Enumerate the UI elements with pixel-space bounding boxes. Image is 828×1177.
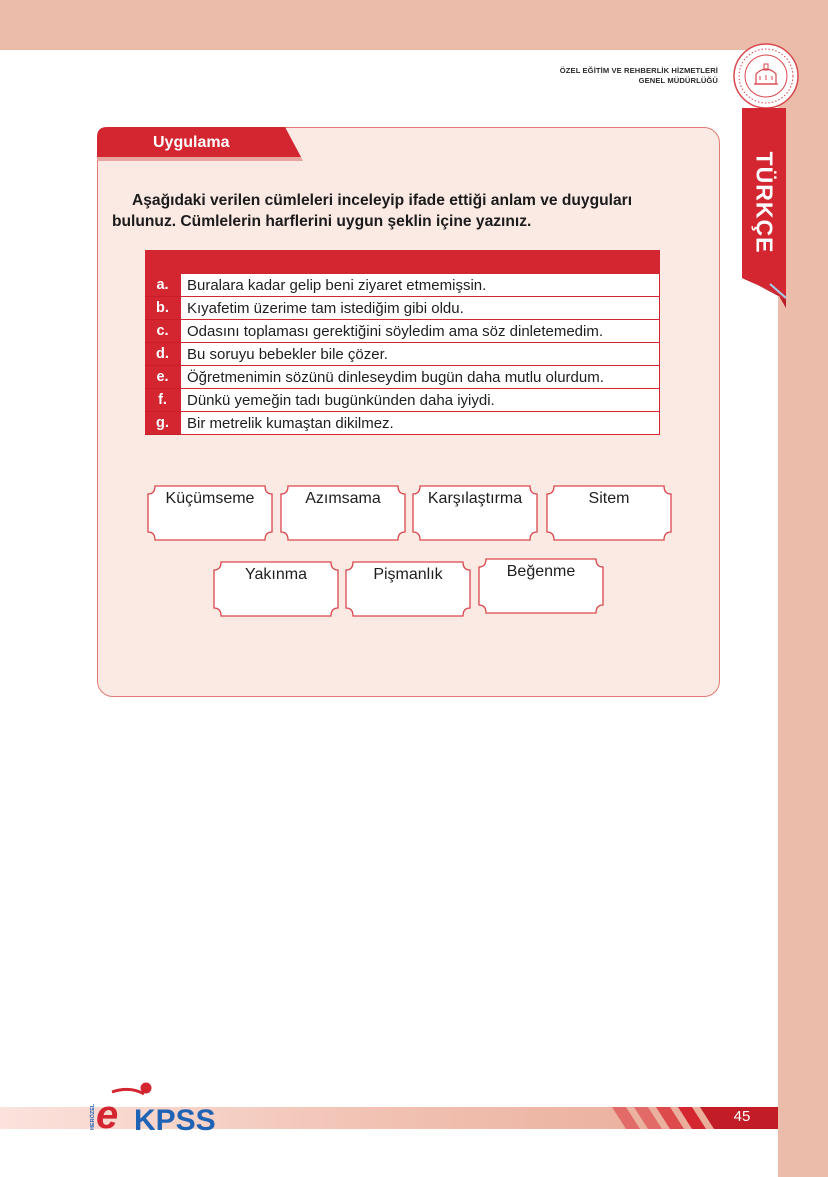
row-sentence: Buralara kadar gelip beni ziyaret etmemişsin. bbox=[180, 274, 660, 297]
row-letter: e. bbox=[145, 366, 180, 389]
answer-shape-label: Beğenme bbox=[506, 563, 576, 580]
page-number: 45 bbox=[733, 1108, 751, 1125]
row-letter: f. bbox=[145, 389, 180, 412]
row-letter: c. bbox=[145, 320, 180, 343]
answer-shape-label: Sitem bbox=[588, 490, 630, 507]
answer-shape-kucumseme[interactable] bbox=[147, 485, 273, 541]
row-letter: a. bbox=[145, 274, 180, 297]
top-decorative-band bbox=[0, 0, 828, 50]
answer-shape-label: Karşılaştırma bbox=[427, 490, 523, 507]
ekpss-logo-icon bbox=[74, 1080, 234, 1136]
ministry-seal-icon bbox=[732, 42, 800, 110]
answer-shape-sitem[interactable] bbox=[546, 485, 672, 541]
table-row bbox=[145, 343, 660, 366]
table-row bbox=[145, 412, 660, 435]
answer-shape-label: Pişmanlık bbox=[373, 566, 443, 583]
row-sentence: Bu soruyu bebekler bile çözer. bbox=[180, 343, 660, 366]
table-row bbox=[145, 389, 660, 412]
table-row bbox=[145, 366, 660, 389]
answer-shape-yakinma[interactable] bbox=[213, 561, 339, 617]
subject-label-wrap bbox=[742, 112, 786, 292]
logo-text: KPSS bbox=[134, 1104, 216, 1136]
row-letter: g. bbox=[145, 412, 180, 435]
subject-label: TÜRKÇE bbox=[751, 151, 778, 253]
row-sentence: Kıyafetim üzerime tam istediğim gibi oldu. bbox=[180, 297, 660, 320]
logo-mark: e bbox=[96, 1093, 119, 1136]
logo-small-text: HERÖZEL bbox=[90, 1103, 96, 1130]
publisher-heading bbox=[560, 66, 718, 86]
ekpss-logo bbox=[74, 1080, 234, 1136]
table-row bbox=[145, 297, 660, 320]
row-sentence: Odasını toplaması gerektiğini söyledim ama söz dinletemedim. bbox=[180, 320, 660, 343]
table-row bbox=[145, 320, 660, 343]
answer-shape-label: Yakınma bbox=[245, 566, 307, 583]
answer-shape-label: Azımsama bbox=[305, 490, 381, 507]
activity-tab-label: Uygulama bbox=[153, 134, 230, 151]
instruction-text bbox=[112, 190, 692, 232]
row-sentence: Öğretmenimin sözünü dinleseydim bugün daha mutlu olurdum. bbox=[180, 366, 660, 389]
answer-shape-azimsama[interactable] bbox=[280, 485, 406, 541]
row-sentence: Bir metrelik kumaştan dikilmez. bbox=[180, 412, 660, 435]
row-sentence: Dünkü yemeğin tadı bugünkünden daha iyiydi. bbox=[180, 389, 660, 412]
answer-shape-begenme[interactable] bbox=[478, 558, 604, 614]
publisher-line-1: ÖZEL EĞİTİM VE REHBERLİK HİZMETLERİ bbox=[559, 66, 718, 75]
answer-shape-label: Küçümseme bbox=[165, 490, 255, 507]
sentence-table bbox=[145, 250, 660, 435]
answer-shape-karsilastirma[interactable] bbox=[412, 485, 538, 541]
sentence-table-header bbox=[145, 250, 660, 274]
instruction-paragraph: Aşağıdaki verilen cümleleri inceleyip ifade ettiği anlam ve duyguları bulunuz. Cümlelerin harflerini uygun şeklin içine yazınız. bbox=[112, 192, 633, 230]
publisher-line-2: GENEL MÜDÜRLÜĞÜ bbox=[638, 76, 718, 85]
table-row bbox=[145, 274, 660, 297]
row-letter: b. bbox=[145, 297, 180, 320]
row-letter: d. bbox=[145, 343, 180, 366]
answer-shape-pismanlik[interactable] bbox=[345, 561, 471, 617]
